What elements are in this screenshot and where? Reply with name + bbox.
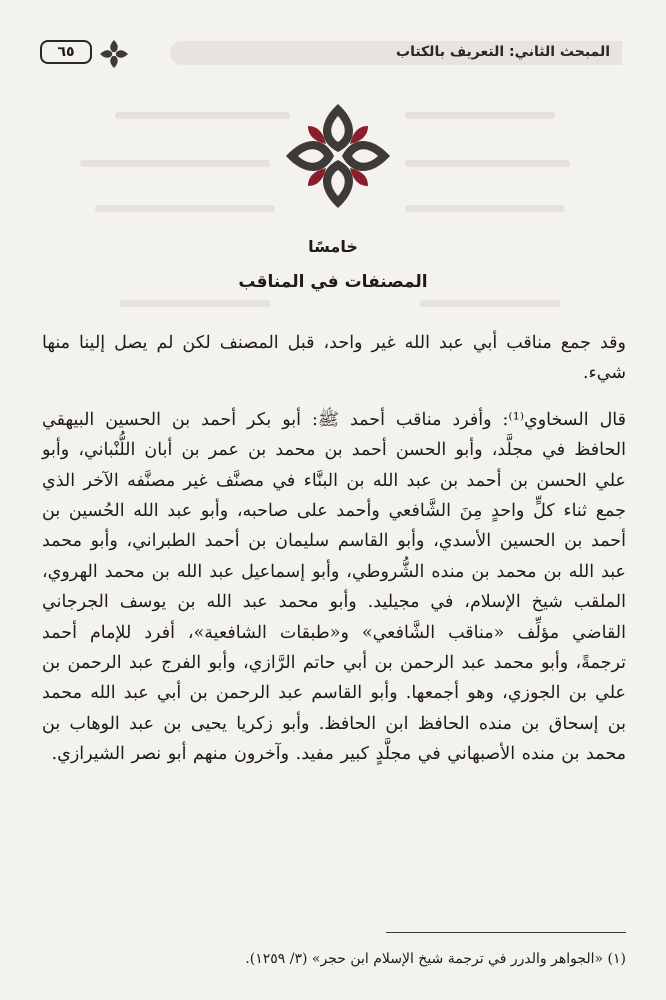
header-title: المبحث الثاني: التعريف بالكتاب <box>396 44 610 60</box>
running-header <box>40 36 622 70</box>
body-text <box>42 328 626 770</box>
footnote-divider <box>386 932 626 933</box>
page-number: ٦٥ <box>40 40 92 64</box>
section-label: خامسًا <box>308 237 358 256</box>
footnote: (١) «الجواهر والدرر في ترجمة شيخ الإسلام ابن حجر» (٣/ ١٢٥٩). <box>245 951 626 967</box>
header-ornament-icon <box>98 38 130 70</box>
section-title: المصنفات في المناقب <box>238 272 428 292</box>
section-ornament-icon <box>283 100 393 212</box>
paragraph: قال السخاوي⁽¹⁾: وأفرد مناقب أحمد ﷺ: أبو بكر أحمد بن الحسين البيهقي الحافظ في مجلَّد، وأبو الحسن أحمد بن محمد بن عمر بن أبان اللُّنْباني، وأبو علي الحسن بن أحمد بن عبد الله بن البنَّاء في مصنَّف غير مصنَّفه الآخر الذي جمع ثناء كلٍّ واحدٍ مِنَ الشَّافعي وأحمد على صاحبه، وأبو عبد الله الحُسين بن أحمد بن الحسين الأسدي، وأبو القاسم سليمان بن أحمد الطبراني، وأبو محمد عبد الله بن محمد بن منده الشُّروطي، وأبو إسماعيل عبد الله بن محمد الهروي، الملقب شيخ الإسلام، في مجيليد. وأبو محمد عبد الله بن يوسف الجرجاني القاضي مؤلِّف «مناقب الشَّافعي» و«طبقات الشافعية»، أفرد للإمام أحمد ترجمةً، وأبو محمد عبد الرحمن بن أبي حاتم الرَّازي، وأبو الفرج عبد الرحمن بن علي بن الجوزي، وهو أجمعها. وأبو القاسم عبد الرحمن بن أبي عبد الله محمد بن إسحاق بن منده الحافظ ابن الحافظ. وأبو زكريا يحيى بن عبد الوهاب بن محمد بن منده الأصبهاني في مجلَّدٍ كبير مفيد. وآخرون منهم أبو نصر الشيرازي. <box>42 409 627 765</box>
paragraph: وقد جمع مناقب أبي عبد الله غير واحد، قبل المصنف لكن لم يصل إلينا منها شيء. <box>42 333 626 384</box>
